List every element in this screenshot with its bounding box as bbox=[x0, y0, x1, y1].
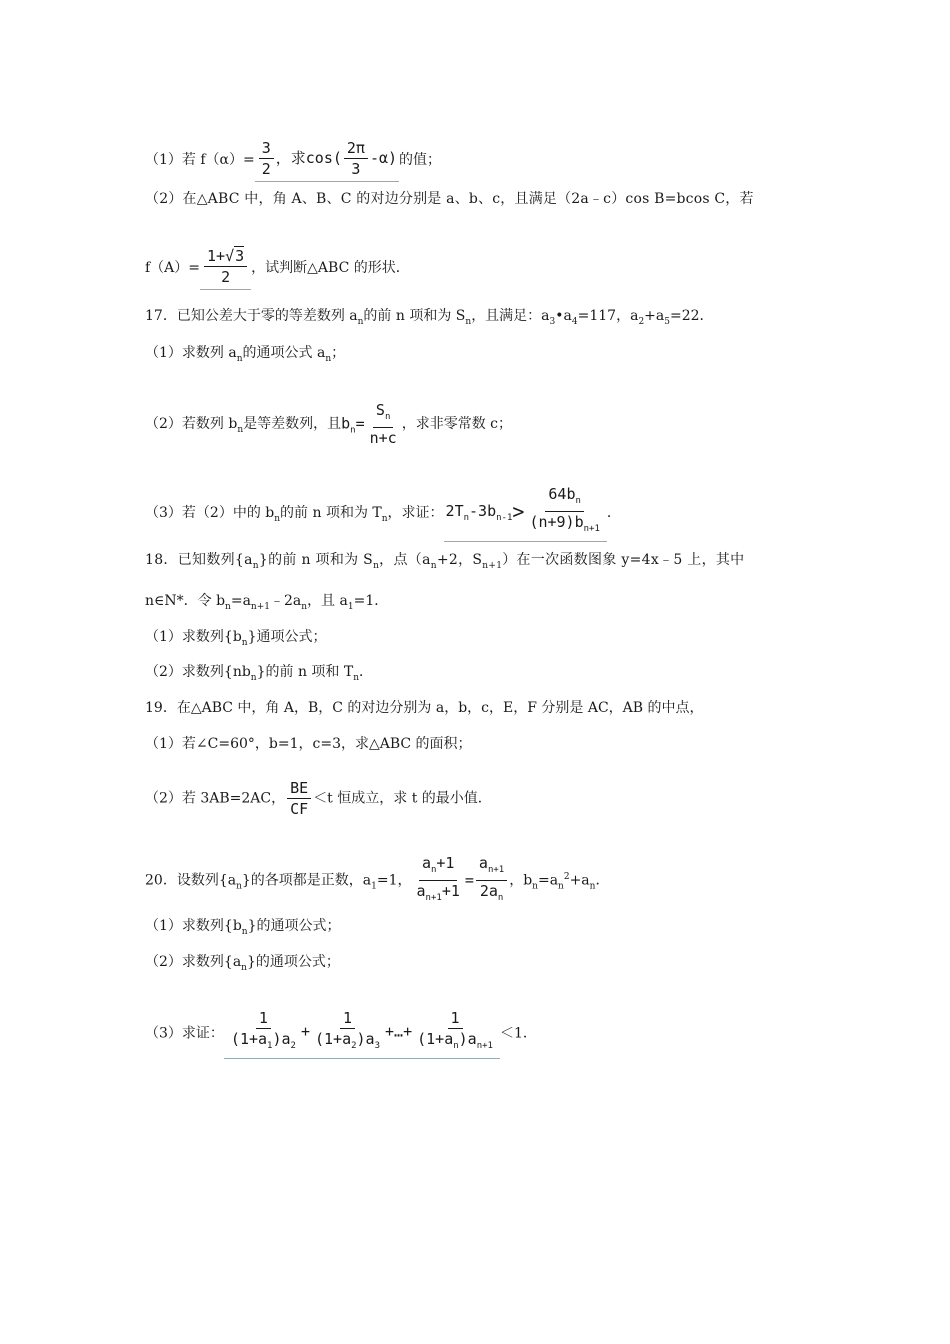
q19-part2-formula: $\frac{BE}{CF}$ bbox=[285, 778, 313, 819]
fraction-2pi-over-3: $\frac{2\pi}{3}$ bbox=[344, 138, 368, 179]
fraction-3-over-2: $\frac{3}{2}$ bbox=[259, 138, 274, 179]
q16-part2-formula: $\frac{1+√3}{2}$ bbox=[200, 246, 251, 290]
q16-part1: （1）若 f（α）= $\frac{3}{2}$ ，求cos( $\frac{2\pi}{3}$ -α) 的值； bbox=[145, 138, 810, 182]
q20-recurrence-formula: $\frac{a_n+1}{a_{n+1}+1}$ = $\frac{a_{n+1}}{2a_n}$ bbox=[412, 853, 510, 908]
q17-part3-formula: $2T_n-3b_{n-1}>$ $\frac{64b_n}{(n+9)b_{n+1}}$ bbox=[444, 484, 607, 542]
q17-stem: 17．已知公差大于零的等差数列 $a_n$的前 n 项和为 $S_n$，且满足：$a_3•a_4=117$，$a_2+a_5=22$． bbox=[145, 308, 714, 327]
q17-part1: （1）求数列 $a_n$的通项公式 $a_n$； bbox=[145, 345, 346, 364]
sqrt-icon: √ bbox=[225, 247, 235, 265]
q18-stem-cont: n∈N*．令 $b_n=a_{n+1}﹣2a_n$，且 $a_1=1$． bbox=[145, 593, 389, 612]
q16-part2-cont: f（A）= $\frac{1+√3}{2}$ ，试判断△ABC 的形状． bbox=[145, 246, 810, 290]
q16-part2: （2）在△ABC 中，角 A、B、C 的对边分别是 a、b、c，且满足（2a﹣c）cos B=bcos C，若 bbox=[145, 191, 754, 207]
q17-part3: （3）若（2）中的 $b_n$的前 n 项和为 $T_n$，求证： $2T_n-3b_{n-1}>$ $\frac{64b_n}{(n+9)b_{n+1}}$ ． bbox=[145, 484, 810, 542]
q20-part2: （2）求数列$\{a_n\}$的通项公式； bbox=[145, 954, 340, 973]
q19-stem: 19．在△ABC 中，角 A，B，C 的对边分别为 a，b，c，E，F 分别是 AC，AB 的中点， bbox=[145, 700, 704, 716]
q18-stem: 18．已知数列$\{a_n\}$的前 n 项和为 $S_n$，点（$a_n+2$，$S_{n+1}$）在一次函数图象 y=4x﹣5 上，其中 bbox=[145, 552, 745, 571]
q17-part2-formula: $b_n=$ $\frac{S_n}{n+c}$ bbox=[341, 401, 397, 447]
q20-stem: 20．设数列$\{a_n\}$的各项都是正数，$a_1=1$， $\frac{a_n+1}{a_{n+1}+1}$ = $\frac{a_{n+1}}{2a_n}$ ，$b_n=a_n^2+a_n$． bbox=[145, 853, 810, 908]
q20-part3: （3）求证： $\frac{1}{(1+a_1)a_2}$ + $\frac{1}{(1+a_2)a_3}$ +…+ $\frac{1}{(1+a_n)a_{n+1}}$ ＜1． bbox=[145, 1008, 810, 1059]
q17-part2: （2）若数列 $b_n$是等差数列，且$b_n=$ $\frac{S_n}{n+c}$ ，求非零常数 c； bbox=[145, 401, 512, 447]
q18-part1: （1）求数列$\{b_n\}$通项公式； bbox=[145, 629, 327, 648]
q20-part3-formula: $\frac{1}{(1+a_1)a_2}$ + $\frac{1}{(1+a_2)a_3}$ +…+ $\frac{1}{(1+a_n)a_{n+1}}$ bbox=[224, 1008, 500, 1059]
q19-part1: （1）若∠C=60°，b=1，c=3，求△ABC 的面积； bbox=[145, 736, 472, 752]
q20-part1: （1）求数列$\{b_n\}$的通项公式； bbox=[145, 918, 341, 937]
q19-part2: （2）若 3AB=2AC， $\frac{BE}{CF}$ ＜t 恒成立，求 t 的最小值． bbox=[145, 779, 492, 818]
q18-part2: （2）求数列$\{nb_n\}$的前 n 项和 $T_n$． bbox=[145, 664, 374, 683]
q16-part1-formula: $\frac{3}{2}$ ，求cos( $\frac{2\pi}{3}$ -α) bbox=[255, 138, 399, 182]
